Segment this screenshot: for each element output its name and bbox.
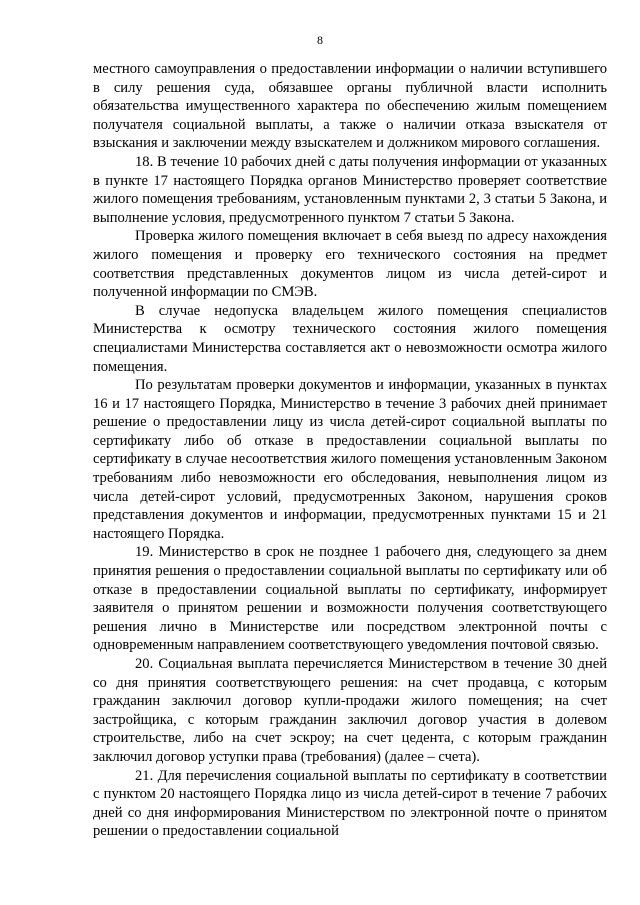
paragraph-inspection: Проверка жилого помещения включает в себя выезд по адресу нахождения жилого помещения и проверку его технического состояния на предмет соответствия представленных документов лицом из числа детей-сирот и полученной информации по СМЭВ. [93,228,607,301]
page-number: 8 [317,33,323,47]
paragraph-item-21: 21. Для перечисления социальной выплаты по сертификату в соответствии с пунктом 20 настоящего Порядка лицо из числа детей-сирот в течение 7 рабочих дней со дня информирования Министерством по электронной почте о принятом решении о предоставлении социальной [93,767,607,840]
paragraph-continuation: местного самоуправления о предоставлении информации о наличии вступившего в силу решения суда, обязавшее органы публичной власти исполнить обязательства имущественного характера по обеспечению жилым помещением получателя социальной выплаты, а также о наличии отказа взыскателя от взыскания и заключении между взыскателем и должником мирового соглашения. [93,61,607,152]
paragraph-item-18: 18. В течение 10 рабочих дней с даты получения информации от указанных в пункте 17 настоящего Порядка органов Министерство проверяет соответствие жилого помещения требованиям, установленным пунктами 2, 3 статьи 5 Закона, и выполнение условия, предусмотренного пунктом 7 статьи 5 Закона. [93,153,607,226]
paragraph-decision: По результатам проверки документов и информации, указанных в пунктах 16 и 17 настоящего Порядка, Министерство в течение 3 рабочих дней принимает решение о предоставлении лицу из числа детей-сирот социальной выплаты по сертификату либо об отказе в предоставлении социальной выплаты по сертификату в случае несоответствия жилого помещения установленным Законом требованиям либо невозможности его обследования, невыполнения лицом из числа детей-сирот условий, предусмотренных Законом, нарушения сроков представления документов и информации, предусмотренных пунктами 15 и 21 настоящего Порядка. [93,377,607,542]
paragraph-non-admission: В случае недопуска владельцем жилого помещения специалистов Министерства к осмотру технического состояния жилого помещения специалистами Министерства составляется акт о невозможности осмотра жилого помещения. [93,302,607,375]
document-body [93,60,607,841]
paragraph-item-20: 20. Социальная выплата перечисляется Министерством в течение 30 дней со дня принятия соответствующего решения: на счет продавца, с которым гражданин заключил договор купли-продажи жилого помещения; на счет застройщика, с которым гражданин заключил договор участия в долевом строительстве, либо на счет эскроу; на счет цедента, с которым гражданин заключил договор уступки права (требования) (далее – счета). [93,656,607,765]
paragraph-item-19: 19. Министерство в срок не позднее 1 рабочего дня, следующего за днем принятия решения о предоставлении социальной выплаты по сертификату или об отказе в предоставлении социальной выплаты по сертификату, информирует заявителя о принятом решении и возможности получения соответствующего решения лично в Министерстве или посредством электронной почты с одновременным направлением соответствующего уведомления почтовой связью. [93,544,607,654]
